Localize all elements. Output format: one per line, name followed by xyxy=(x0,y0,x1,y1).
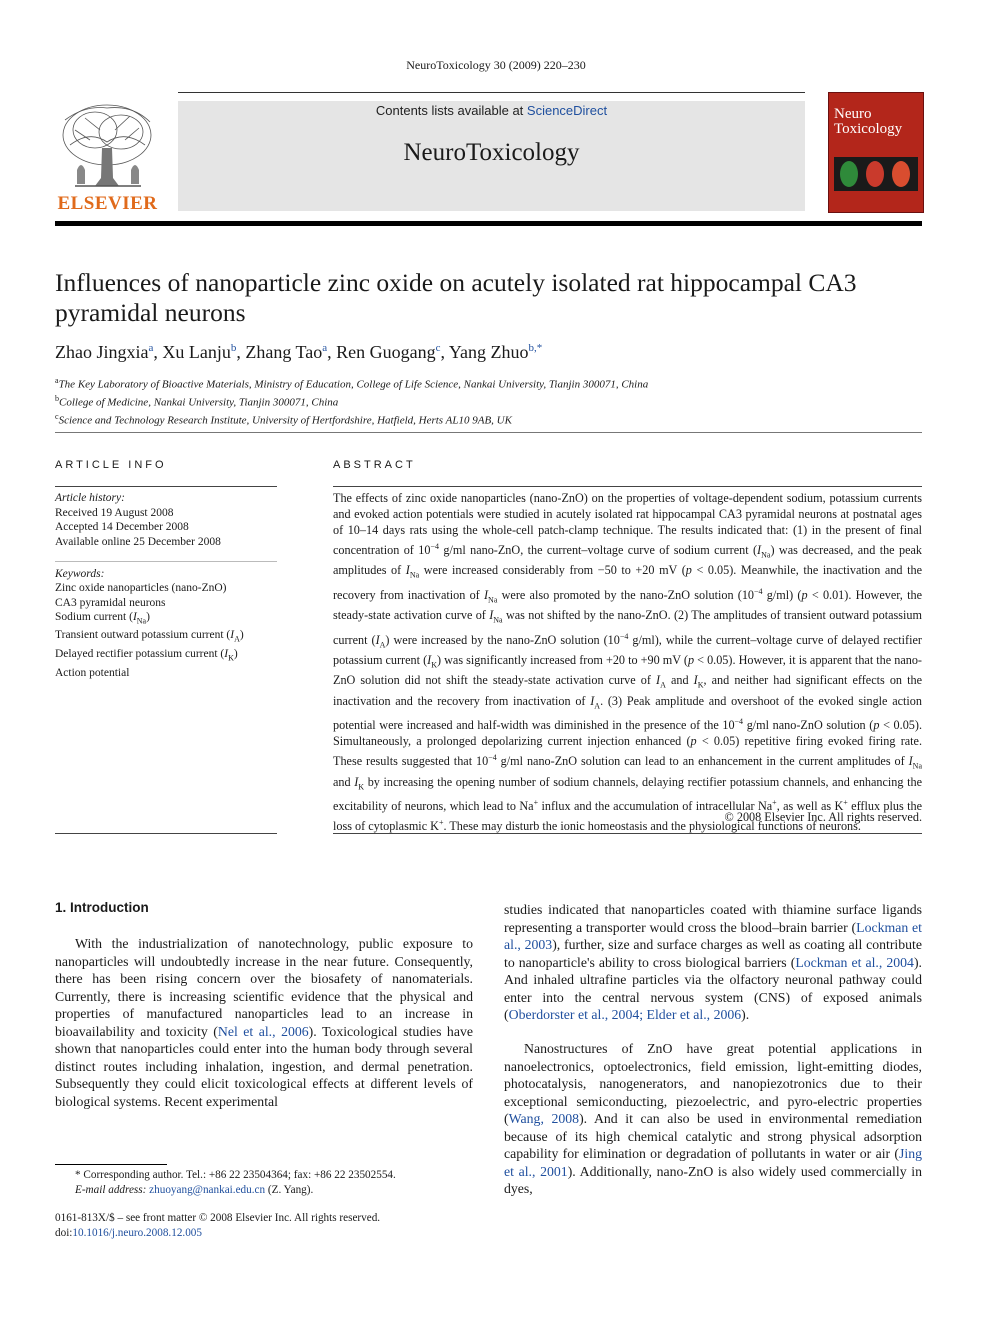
abstract-symbol: I xyxy=(354,774,359,789)
author-separator: , xyxy=(440,342,449,362)
abstract-segment: were increased considerably from −50 to +20 mV ( xyxy=(419,563,686,578)
keyword-symbol: I xyxy=(230,629,235,642)
keyword-close: ) xyxy=(239,629,244,642)
keyword-symbol: I xyxy=(132,610,137,623)
tree-logo-icon xyxy=(55,100,160,192)
affiliation-mark: a xyxy=(55,376,59,385)
abstract-segment: g/ml) ( xyxy=(762,587,802,602)
article-title: Influences of nanoparticle zinc oxide on acutely isolated rat hippocampal CA3 pyramidal neurons xyxy=(55,268,857,327)
author-list xyxy=(55,342,915,363)
contents-line xyxy=(178,103,805,118)
email-suffix: (Z. Yang). xyxy=(265,1184,314,1196)
footnote-rule xyxy=(55,1164,167,1165)
journal-cover[interactable] xyxy=(828,92,924,213)
copyright: © 2008 Elsevier Inc. All rights reserved. xyxy=(724,810,922,824)
cover-title xyxy=(834,107,902,137)
doi-prefix: doi: xyxy=(55,1227,73,1239)
author-affiliation-mark: c xyxy=(435,342,441,354)
author-name: Zhang Tao xyxy=(245,342,323,362)
abstract-superscript: −4 xyxy=(488,753,497,763)
abstract-segment: The effects of zinc oxide nanoparticles (nano-ZnO) on the properties of voltage-dependent sodium, potassium currents and evoked action potentials were studied in acutely isolated rat hippocampal CA3 pyramidal neurons at postnatal ages of 10–14 days rats using the whole-cell patch-clamp technique. The results indicated that: (1) in the present of final concentration of 10 xyxy=(333,491,922,557)
history-received: Received 19 August 2008 xyxy=(55,506,174,519)
abstract-segment: < 0.05). Simultaneously, a prolonged depolarizing current injection enhanced ( xyxy=(333,718,922,749)
abstract-symbol: I xyxy=(375,632,380,647)
paragraph-text: studies indicated that nanoparticles coated with thiamine surface ligands representing a transporter would cross the blood–brain barrier ( xyxy=(504,902,922,935)
divider xyxy=(55,432,922,433)
keyword-text: Delayed rectifier potassium current ( xyxy=(55,648,225,661)
abstract-heading: ABSTRACT xyxy=(333,459,416,471)
section-heading-introduction: 1. Introduction xyxy=(55,900,149,915)
divider xyxy=(55,486,277,487)
divider xyxy=(55,833,277,834)
history-online: Available online 25 December 2008 xyxy=(55,535,221,548)
abstract-subscript: A xyxy=(379,640,386,650)
author-affiliation-mark: a xyxy=(322,342,328,354)
footnote-corresponding: Corresponding author. Tel.: +86 22 23504364; fax: +86 22 23502554. xyxy=(80,1169,396,1181)
abstract-subscript: K xyxy=(358,782,365,792)
abstract-symbol: I xyxy=(693,673,698,688)
intro-paragraph xyxy=(504,1040,922,1198)
author-separator: , xyxy=(327,342,337,362)
abstract-segment: ) were increased by the nano-ZnO solution (10 xyxy=(385,632,620,647)
abstract-superscript: −4 xyxy=(619,631,629,641)
keywords xyxy=(55,567,277,680)
abstract-subscript: Na xyxy=(493,615,503,625)
keyword-close: ) xyxy=(146,610,150,623)
abstract-segment: , and neither had significant effects on the inactivation and the recovery from inactivation of xyxy=(333,673,922,708)
abstract-segment: g/ml nano-ZnO solution can lead to an enhancement in the current amplitudes of xyxy=(496,754,909,769)
footnote-star: * xyxy=(75,1169,81,1181)
keyword-item xyxy=(55,596,277,610)
abstract-segment: g/ml nano-ZnO solution ( xyxy=(743,718,874,733)
abstract-symbol: I xyxy=(590,693,595,708)
abstract-subscript: A xyxy=(594,701,601,711)
keyword-subscript: A xyxy=(234,634,240,644)
keyword-close: ) xyxy=(233,648,238,661)
abstract-segment: . These may disturb the ionic homeostasis and the physiological functions of neurons. xyxy=(443,819,861,834)
author-separator: , xyxy=(236,342,246,362)
author-name: Ren Guogang xyxy=(336,342,436,362)
divider xyxy=(333,486,922,487)
intro-paragraph xyxy=(504,901,922,1024)
header-rule xyxy=(178,92,805,93)
abstract-segment: was not shifted by the nano-ZnO. (2) The amplitudes of transient outward potassium current ( xyxy=(333,608,922,647)
keyword-symbol: I xyxy=(224,648,229,661)
article-history xyxy=(55,491,277,549)
abstract-segment: < 0.05). However, it is apparent that the nano-ZnO solution did not shift the steady-state activation curve of xyxy=(333,653,922,688)
journal-name: NeuroToxicology xyxy=(403,139,580,166)
front-matter xyxy=(55,1211,475,1241)
affiliation-mark: b xyxy=(55,393,59,403)
divider xyxy=(333,833,922,834)
abstract-symbol: p xyxy=(801,587,808,602)
abstract-symbol: I xyxy=(405,563,410,578)
journal-header-box xyxy=(178,101,805,211)
keyword-text: Zinc oxide nanoparticles (nano-ZnO) xyxy=(55,582,227,595)
keyword-list xyxy=(55,581,277,680)
author-affiliation-mark: b xyxy=(230,342,237,354)
abstract-segment: , as well as K xyxy=(776,799,844,814)
abstract-segment: were also promoted by the nano-ZnO solution (10 xyxy=(497,587,755,602)
abstract-superscript: + xyxy=(772,797,777,807)
abstract-symbol: p xyxy=(687,653,695,667)
publisher-wordmark: ELSEVIER xyxy=(57,193,158,214)
corresponding-author-footnote xyxy=(55,1168,475,1198)
keyword-text: Transient outward potassium current ( xyxy=(55,629,231,642)
publisher-logo[interactable] xyxy=(55,100,160,215)
affiliation-line xyxy=(55,392,915,410)
citation-link[interactable]: Nel et al., 2006 xyxy=(217,1023,309,1039)
history-label: Article history: xyxy=(55,492,125,504)
abstract-symbol: I xyxy=(908,754,913,769)
abstract-segment: < 0.01). However, the steady-state activation curve of xyxy=(333,587,922,623)
doi-link[interactable]: 10.1016/j.neuro.2008.12.005 xyxy=(72,1227,202,1239)
abstract-subscript: K xyxy=(697,680,704,690)
affiliation-line xyxy=(55,410,915,428)
abstract-subscript: A xyxy=(660,680,666,690)
sciencedirect-link[interactable]: ScienceDirect xyxy=(526,103,608,118)
contents-prefix: Contents lists available at xyxy=(375,103,527,118)
email-link[interactable]: zhuoyang@nankai.edu.cn xyxy=(149,1184,266,1196)
citation-link[interactable]: Lockman et al., 2004 xyxy=(795,954,914,970)
keywords-label: Keywords: xyxy=(55,568,105,580)
paragraph-text: ), further, size and surface charges as well as coating all contribute to nanoparticle's ability to cross biological barriers ( xyxy=(504,937,922,970)
keyword-subscript: Na xyxy=(136,616,147,626)
abstract-segment: < 0.05) repetitive firing evoked firing rate. These results suggested that 10 xyxy=(333,734,922,769)
author-name: Xu Lanju xyxy=(162,342,231,362)
abstract-symbol: I xyxy=(483,587,489,602)
abstract-symbol: I xyxy=(489,608,494,623)
abstract-subscript: Na xyxy=(409,570,420,580)
author-name: Yang Zhuo xyxy=(448,342,529,362)
abstract-symbol: I xyxy=(427,653,432,667)
keyword-text: CA3 pyramidal neurons xyxy=(55,596,166,609)
abstract-subscript: K xyxy=(431,660,437,670)
abstract-superscript: + xyxy=(533,797,539,807)
abstract-segment: influx and the accumulation of intracellular Na xyxy=(538,799,773,814)
cover-image xyxy=(834,157,918,191)
citation-link[interactable]: Wang, 2008 xyxy=(508,1111,580,1126)
history-accepted: Accepted 14 December 2008 xyxy=(55,521,189,533)
abstract-text xyxy=(333,491,922,835)
abstract-symbol: p xyxy=(873,718,880,733)
running-head: NeuroToxicology 30 (2009) 220–230 xyxy=(406,58,586,72)
abstract-segment: g/ml), while the current–voltage curve of delayed rectifier potassium current ( xyxy=(333,632,922,667)
abstract-superscript: −4 xyxy=(734,717,744,727)
abstract-superscript: + xyxy=(843,797,848,807)
intro-paragraph xyxy=(55,935,473,1110)
keyword-text: Sodium current ( xyxy=(55,610,133,623)
paragraph-text: ). Toxicological studies have shown that nanoparticles could enter into the human body through several distinct routes including inhalation, ingestion, and dermal penetration. Subsequently they could elicit toxicological effects at different levels of biological systems. Recent experimental xyxy=(55,1023,473,1109)
abstract-segment: and xyxy=(665,673,694,688)
abstract-symbol: I xyxy=(656,673,661,688)
author-affiliation-mark: b,* xyxy=(528,342,543,354)
cover-title-line2: Toxicology xyxy=(834,121,903,137)
abstract-segment: ) was decreased, and the peak amplitudes of xyxy=(333,542,922,578)
paragraph-text: Nanostructures of ZnO have great potential applications in nanoelectronics, optoelectronics, field emission, light-emitting diodes, photocatalysis, nanogenerators, and nanopiezotronics due to their exceptional semiconducting, piezoelectric, and pyro-electric properties ( xyxy=(504,1041,922,1126)
affiliation-line xyxy=(55,374,915,392)
paragraph-text: ). xyxy=(741,1007,750,1022)
affiliation-text: Science and Technology Research Institute, University of Hertfordshire, Hatfield, Herts AL10 9AB, UK xyxy=(58,414,512,427)
citation-link[interactable]: Jing et al., 2001 xyxy=(504,1146,922,1179)
abstract-subscript: Na xyxy=(761,550,771,560)
keyword-item xyxy=(55,647,277,666)
abstract-superscript: + xyxy=(438,818,444,827)
header-thick-rule xyxy=(55,221,922,226)
abstract-symbol: I xyxy=(757,542,762,557)
affiliation-text: College of Medicine, Nankai University, Tianjin 300071, China xyxy=(59,396,339,409)
abstract-segment: efflux plus the loss of cytoplasmic K xyxy=(333,799,922,834)
keyword-item xyxy=(55,581,277,595)
abstract-superscript: −4 xyxy=(754,586,763,596)
abstract-segment: g/ml nano-ZnO, the current–voltage curve of sodium current ( xyxy=(438,542,758,557)
affiliations xyxy=(55,374,915,428)
abstract-subscript: Na xyxy=(912,761,922,771)
abstract-segment: < 0.05). Meanwhile, the inactivation and the recovery from inactivation of xyxy=(333,563,922,602)
paragraph-text: ). And inhaled ultrafine particles via the olfactory neuronal pathway could enter into the central nervous system (CNS) of exposed animals ( xyxy=(504,954,922,1022)
paragraph-text: With the industrialization of nanotechnology, public exposure to nanoparticles will undoubtedly increase in the near future. Consequently, there has been rising concern over the biosafety of nanomaterials. Currently, there is increasing scientific evidence that the physical and properties of manufactured nanoparticles lead to an increase in bioavailability and toxicity ( xyxy=(55,936,473,1039)
author-separator: , xyxy=(153,342,163,362)
keyword-text: Action potential xyxy=(55,666,130,679)
cover-title-line1: Neuro xyxy=(834,106,872,122)
abstract-superscript: −4 xyxy=(430,541,439,551)
abstract-segment: and xyxy=(333,774,355,789)
author-name: Zhao Jingxia xyxy=(55,342,149,362)
cover-image-panel xyxy=(866,161,884,187)
abstract-segment: . (3) Peak amplitude and overshoot of the evoked single action potential were increased and half-width was diminished in the presence of the 10 xyxy=(333,693,922,733)
keyword-item xyxy=(55,666,277,680)
affiliation-mark: c xyxy=(55,411,59,421)
paragraph-text: ). Additionally, nano-ZnO is also widely used commercially in dyes, xyxy=(504,1163,922,1196)
abstract-segment: ) was significantly increased from +20 to +90 mV ( xyxy=(436,653,688,667)
abstract-symbol: p xyxy=(685,563,692,578)
cover-image-panel xyxy=(892,161,910,187)
keyword-item xyxy=(55,610,277,629)
article-info-heading: ARTICLE INFO xyxy=(55,459,167,471)
paragraph-text: ). And it can also be used in environmental remediation because of its high chemical catalytic and strong physical adsorption capability for elimination or degradation of pollutants in water or air ( xyxy=(504,1111,922,1161)
abstract-symbol: p xyxy=(690,734,697,749)
abstract-subscript: Na xyxy=(488,595,498,605)
author-affiliation-mark: a xyxy=(148,342,154,354)
keyword-item xyxy=(55,628,277,647)
affiliation-text: The Key Laboratory of Bioactive Materials, Ministry of Education, College of Life Science, Nankai University, Tianjin 300071, China xyxy=(58,378,649,391)
front-matter-line: 0161-813X/$ – see front matter © 2008 Elsevier Inc. All rights reserved. xyxy=(55,1212,381,1224)
keyword-subscript: K xyxy=(228,653,234,663)
citation-link[interactable]: Oberdorster et al., 2004; Elder et al., 2006 xyxy=(508,1007,742,1022)
cover-image-panel xyxy=(840,161,858,187)
email-label: E-mail address: xyxy=(75,1184,147,1196)
abstract-segment: by increasing the opening number of sodium channels, delaying rectifier potassium channels, and enhancing the excitability of neurons, which lead to Na xyxy=(333,774,923,814)
citation-link[interactable]: Lockman et al., 2003 xyxy=(504,919,922,952)
divider xyxy=(55,561,277,562)
